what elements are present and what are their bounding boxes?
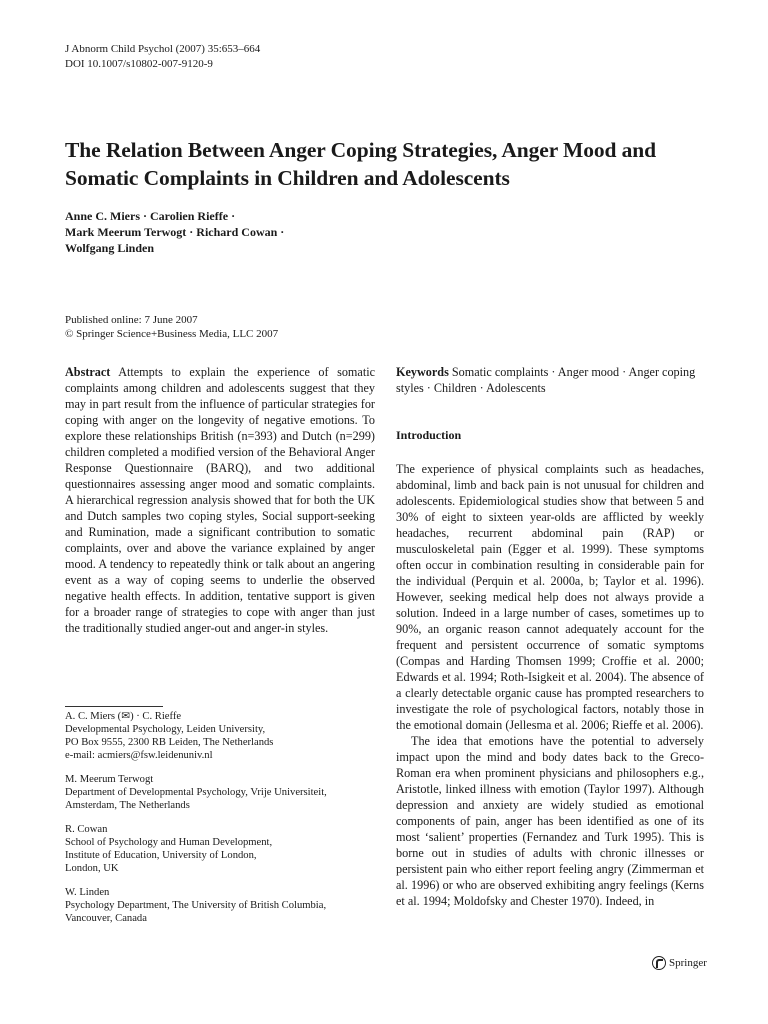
publisher-logo bbox=[652, 956, 707, 970]
affiliation-block: A. C. Miers (✉) · C. Rieffe Developmental Psychology, Leiden University, PO Box 9555, 2300 RB Leiden, The Netherlands e-mail: acmiers@fsw.leidenuniv.nl bbox=[65, 711, 274, 761]
author-line: Anne C. Miers · Carolien Rieffe · bbox=[65, 209, 236, 223]
affiliations bbox=[65, 710, 375, 936]
author-list bbox=[65, 208, 284, 256]
keywords bbox=[396, 364, 704, 396]
abstract-text: Attempts to explain the experience of somatic complaints among children and adolescents suggest that they may in part result from the influence of particular strategies for coping with anger on the longevity of negative emotions. To explore these relationships British (n=393) and Dutch (n=299) children completed a modified version of the Behavioral Anger Response Questionnaire (BARQ), and two additional questionnaires assessing anger mood and somatic complaints. A hierarchical regression analysis showed that for both the UK and Dutch samples two coping styles, Social support-seeking and Rumination, made a significant contribution to somatic complaints, over and above the variance explained by anger mood. A tendency to repeatedly think or talk about an angering event as a way of coping seems to underlie the observed negative health effects. In addition, tentative support is given for a broader range of strategies to cope with anger than just the traditionally studied anger-out and anger-in styles. bbox=[65, 365, 376, 635]
published-date: Published online: 7 June 2007 bbox=[65, 314, 198, 326]
doi-line: DOI 10.1007/s10802-007-9120-9 bbox=[65, 58, 213, 70]
affiliation-block: M. Meerum Terwogt Department of Developmental Psychology, Vrije Universiteit, Amsterdam, The Netherlands bbox=[65, 774, 327, 811]
introduction-heading: Introduction bbox=[396, 428, 462, 442]
publication-info bbox=[65, 313, 278, 341]
keywords-text: Somatic complaints · Anger mood · Anger coping styles · Children · Adolescents bbox=[396, 365, 696, 395]
springer-horse-icon bbox=[652, 956, 666, 970]
paper-title: The Relation Between Anger Coping Strategies, Anger Mood and Somatic Complaints in Children and Adolescents bbox=[65, 138, 657, 190]
copyright-line: © Springer Science+Business Media, LLC 2007 bbox=[65, 328, 279, 340]
footnote-divider bbox=[65, 706, 163, 707]
intro-paragraph: The experience of physical complaints such as headaches, abdominal, limb and back pain is not unusual for children and adolescents. Epidemiological studies show that between 5 and 30% of eight to sixteen year-olds are afflicted by weekly headaches, recurrent abdominal pain (RAP) or musculoskeletal pain (Egger et al. 1999). These symptoms often occur in combination resulting in considerable pain for the individual (Perquin et al. 2000a, b; Taylor et al. 1996). However, seeking medical help does not always provide a solution. Indeed in a large number of cases, sometimes up to 90%, an organic reason cannot adequately account for the frequent and persistent occurrence of somatic symptoms (Compas and Harding Thomsen 1999; Croffie et al. 2000; Edwards et al. 1994; Roth-Isigkeit et al. 2004). The absence of a clearly detectable organic cause has prompted researchers to investigate the role of psychological factors, notably those in the emotional domain (Jellesma et al. 2006; Rieffe et al. 2006). bbox=[396, 462, 704, 732]
affiliation-block: R. Cowan School of Psychology and Human Development, Institute of Education, University of London, London, UK bbox=[65, 824, 273, 874]
publisher-name: Springer bbox=[669, 957, 707, 969]
intro-paragraph: The idea that emotions have the potential to adversely impact upon the mind and body dates back to the Greco-Roman era when prominent physicians and philosophers e.g., Aristotle, linked illness with emotion (Taylor 1997). Although depression and anxiety are widely studied as emotional components of pain, anger has been identified as one of its most ‘salient’ properties (Fernandez and Turk 1995). This is borne out in studies of adults with chronic illnesses or persistent pain who either report feeling angry (Zimmerman et al. 1996) or who are observed exhibiting angry feelings (Kerns et al. 1994; Moldofsky and Chester 1970). Indeed, in bbox=[396, 734, 704, 908]
journal-citation: J Abnorm Child Psychol (2007) 35:653–664 bbox=[65, 43, 261, 55]
abstract-label: Abstract bbox=[65, 365, 111, 379]
keywords-label: Keywords bbox=[396, 365, 449, 379]
introduction-body bbox=[396, 461, 704, 909]
abstract bbox=[65, 364, 375, 636]
affiliation-block: W. Linden Psychology Department, The University of British Columbia, Vancouver, Canada bbox=[65, 887, 327, 924]
journal-header bbox=[65, 42, 260, 72]
author-line: Mark Meerum Terwogt · Richard Cowan · bbox=[65, 225, 285, 239]
author-line: Wolfgang Linden bbox=[65, 241, 155, 255]
